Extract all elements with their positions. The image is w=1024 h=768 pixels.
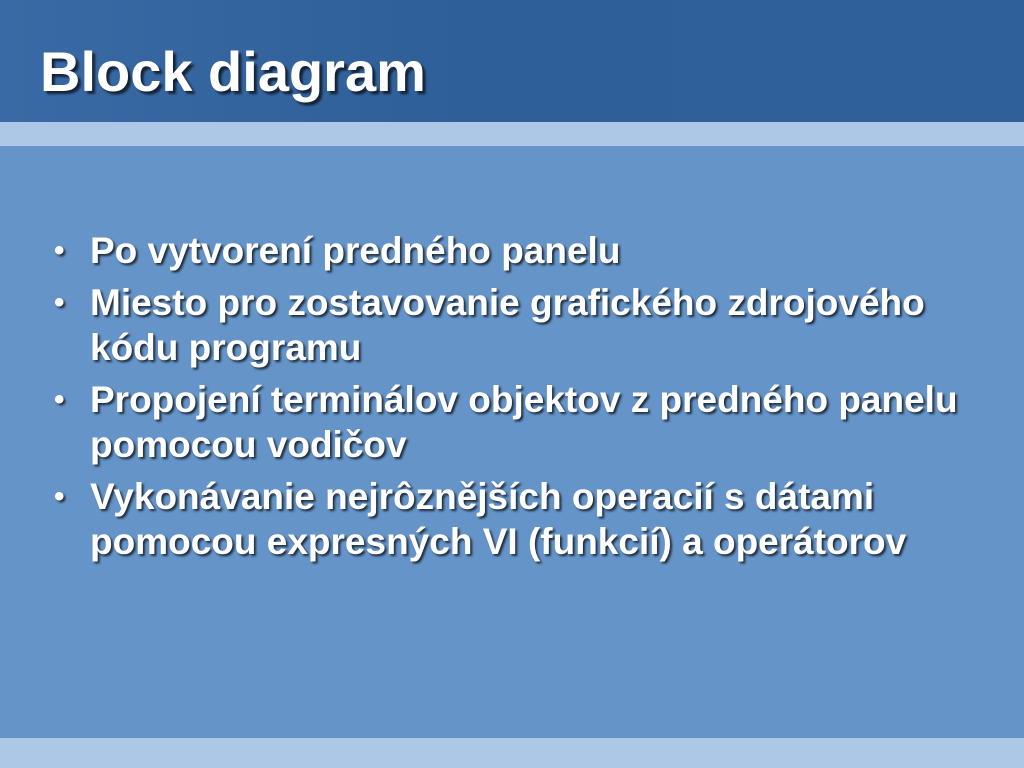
bullet-item (52, 474, 992, 564)
bullet-item (52, 280, 992, 370)
bullet-text: Propojení terminálov objektov z predného panelu pomocou vodičov (90, 379, 958, 465)
bullet-text: Po vytvorení predného panelu (90, 230, 621, 271)
bullet-dot-icon: • (54, 286, 65, 319)
slide-title: Block diagram (40, 40, 426, 103)
bullet-item (52, 377, 992, 467)
bottom-band (0, 738, 1024, 768)
bullet-dot-icon: • (54, 480, 65, 513)
bullet-item (52, 228, 992, 273)
bullet-text: Miesto pro zostavovanie grafického zdrojového kódu programu (90, 282, 925, 368)
bullet-list (52, 228, 992, 571)
bullet-dot-icon: • (54, 383, 65, 416)
top-divider-band (0, 122, 1024, 146)
bullet-text: Vykonávanie nejrôznějších operacií s dátami pomocou expresných VI (funkcií) a operátorov (90, 476, 907, 562)
bullet-dot-icon: • (54, 234, 65, 267)
